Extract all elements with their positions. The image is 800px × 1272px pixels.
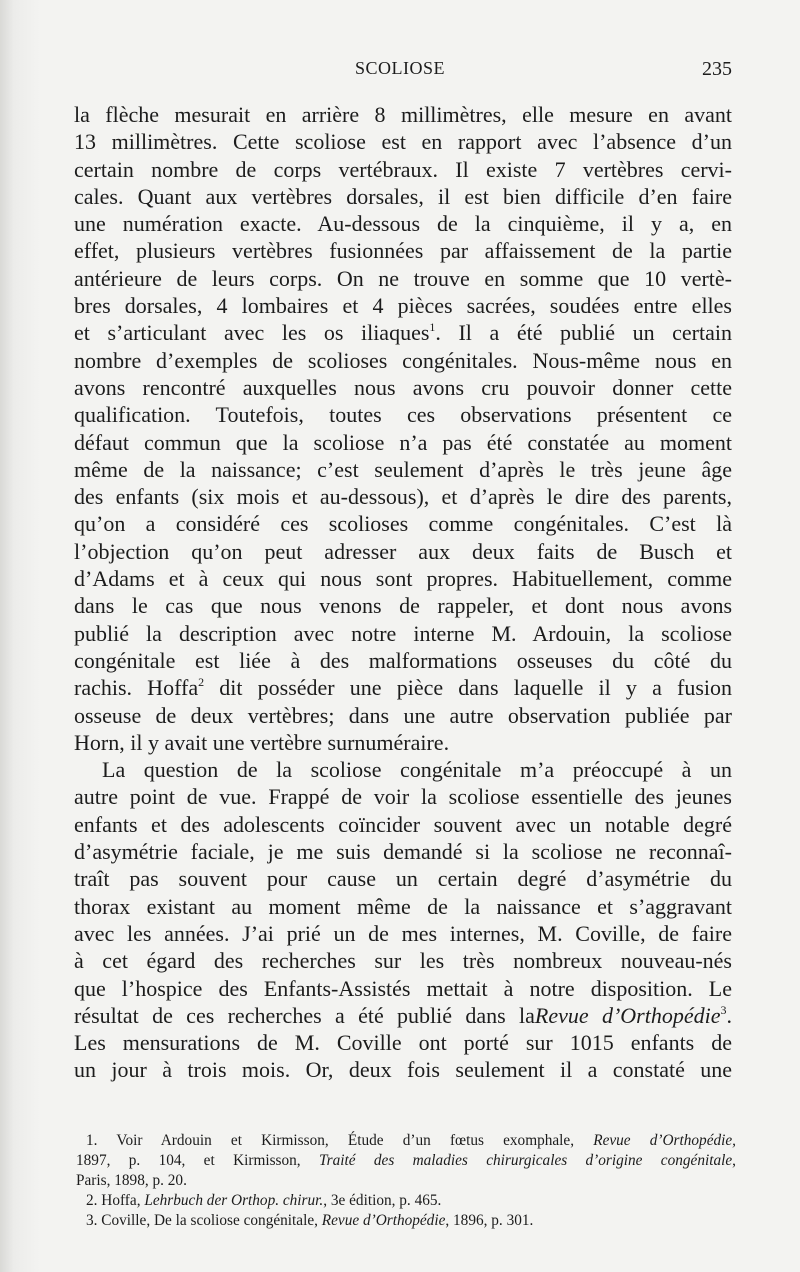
footnote-1-line (76, 1131, 736, 1151)
footnote-text: 3. Coville, De la scoliose congénitale, (86, 1212, 322, 1229)
text-segment: et s’articulant avec les os iliaques (74, 320, 430, 346)
text-line (74, 1002, 732, 1029)
text-line: cales. Quant aux vertèbres dorsales, il est bien difficile d’en faire (74, 183, 732, 209)
text-line: Horn, il y avait une vertèbre surnuméraire. (74, 729, 450, 755)
text-segment: résultat de ces recherches a été publié dans la (74, 1002, 535, 1028)
footnotes (76, 1131, 736, 1231)
text-line: d’asymétrie faciale, je me suis demandé si la scoliose ne reconnaî- (74, 839, 732, 865)
text-segment: dit posséder une pièce dans laquelle il y a fusion (204, 675, 733, 701)
text-segment: . Il a été publié un certain (435, 320, 732, 346)
text-line: même de la naissance; c’est seulement d’après le très jeune âge (74, 456, 732, 482)
text-line: avec les années. J’ai prié un de mes internes, M. Coville, de faire (74, 920, 732, 946)
text-line (74, 319, 732, 346)
footnote-ref: 2 (198, 675, 205, 690)
footnote-ref: 1 (429, 320, 436, 335)
footnote-journal: Revue d’Orthopédie, (593, 1132, 736, 1149)
text-line: une numération exacte. Au-dessous de la cinquième, il y a, en (74, 211, 732, 237)
text-line: qualification. Toutefois, toutes ces observations présentent ce (74, 402, 732, 428)
footnote-book-title: Lehrbuch der Orthop. chirur. (144, 1192, 324, 1209)
text-line: un jour à trois mois. Or, deux fois seulement il a constaté une (74, 1057, 732, 1083)
text-line: d’Adams et à ceux qui nous sont propres. Habituellement, comme (74, 566, 732, 592)
footnote-text: 2. Hoffa, (86, 1192, 145, 1209)
text-line: effet, plusieurs vertèbres fusionnées par affaissement de la partie (74, 238, 732, 264)
text-line: défaut commun que la scoliose n’a pas été constatée au moment (74, 429, 732, 455)
footnote-book-title: Traité des maladies chirurgicales d’origine congénitale (318, 1152, 733, 1169)
text-line: Les mensurations de M. Coville ont porté sur 1015 enfants de (74, 1030, 732, 1056)
body-text (74, 101, 732, 1084)
text-line: antérieure de leurs corps. On ne trouve en somme que 10 vertè- (74, 265, 732, 291)
text-line: nombre d’exemples de scolioses congénitales. Nous-même nous en (74, 347, 732, 373)
text-line: thorax existant au moment même de la naissance et s’aggravant (74, 893, 732, 919)
text-line: avons rencontré auxquelles nous avons cru pouvoir donner cette (74, 374, 732, 400)
text-line: La question de la scoliose congénitale m’a préoccupé à un (102, 757, 732, 783)
footnote-2 (76, 1191, 736, 1211)
journal-title: Revue d’Orthopédie (534, 1002, 721, 1028)
text-line: traît pas souvent pour cause un certain degré d’asymétrie du (74, 866, 732, 892)
text-line: dans le cas que nous venons de rappeler, et dont nous avons (74, 593, 732, 619)
text-line (74, 674, 732, 701)
text-line: la flèche mesurait en arrière 8 millimètres, elle mesure en avant (74, 102, 732, 127)
running-head (0, 58, 800, 88)
footnote-text: 1. Voir Ardouin et Kirmisson, Étude d’un fœtus exomphale, (86, 1132, 594, 1149)
footnote-text: , (732, 1152, 736, 1169)
text-line: l’objection qu’on peut adresser aux deux faits de Busch et (74, 538, 732, 564)
text-line: des enfants (six mois et au-dessous), et d’après le dire des parents, (74, 484, 732, 510)
text-line: qu’on a considéré ces scolioses comme congénitales. C’est là (74, 511, 732, 537)
page-number: 235 (702, 58, 732, 80)
footnote-journal: Revue d’Orthopédie (321, 1212, 446, 1229)
text-line: certain nombre de corps vertébraux. Il existe 7 vertèbres cervi- (74, 156, 732, 182)
text-line: autre point de vue. Frappé de voir la scoliose essentielle des jeunes (74, 784, 732, 810)
footnote-text: 1897, p. 104, et Kirmisson, (76, 1152, 319, 1169)
text-line: que l’hospice des Enfants-Assistés mettait à notre disposition. Le (74, 975, 732, 1001)
text-line: bres dorsales, 4 lombaires et 4 pièces sacrées, soudées entre elles (74, 293, 732, 319)
text-line: enfants et des adolescents coïncider souvent avec un notable degré (74, 811, 732, 837)
footnote-text: , 1896, p. 301. (445, 1212, 534, 1229)
text-line: publié la description avec notre interne M. Ardouin, la scoliose (74, 620, 732, 646)
footnote-ref: 3 (720, 1002, 727, 1017)
running-title: SCOLIOSE (354, 58, 445, 78)
footnote-1-line (76, 1151, 736, 1171)
footnote-3 (76, 1211, 736, 1231)
text-line: osseuse de deux vertèbres; dans une autre observation publiée par (74, 702, 732, 728)
text-line: congénitale est liée à des malformations osseuses du côté du (74, 647, 732, 673)
text-segment: rachis. Hoffa (74, 675, 199, 701)
footnote-1-line: Paris, 1898, p. 20. (76, 1172, 187, 1189)
footnote-text: , 3e édition, p. 465. (323, 1192, 442, 1209)
text-line: à cet égard des recherches sur les très nombreux nouveau-nés (74, 948, 732, 974)
text-segment: . (726, 1002, 732, 1028)
text-line: 13 millimètres. Cette scoliose est en rapport avec l’absence d’un (74, 129, 732, 155)
